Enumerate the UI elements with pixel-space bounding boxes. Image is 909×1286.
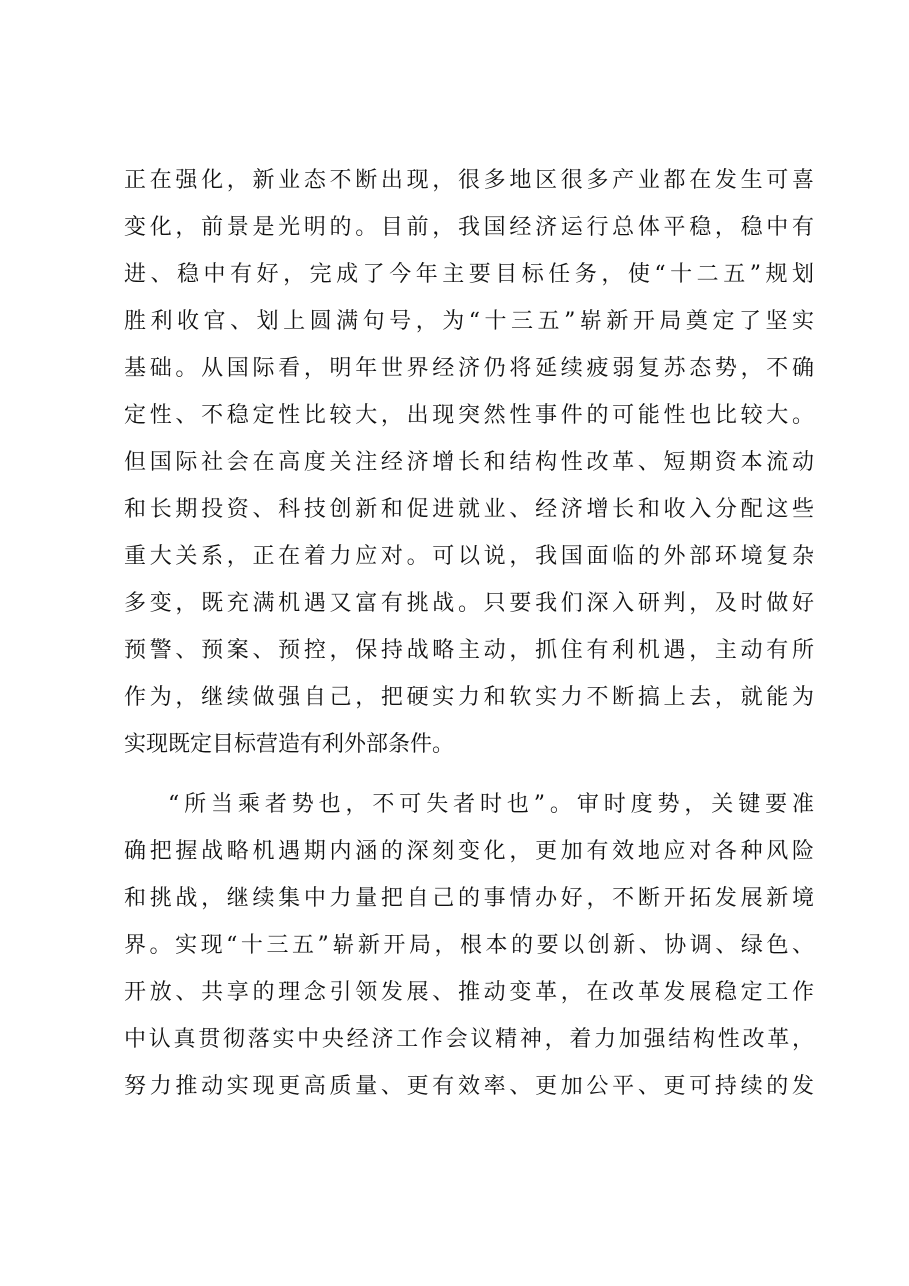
paragraph-1-line-8: 和长期投资、科技创新和促进就业、经济增长和收入分配这些 (124, 497, 814, 522)
paragraph-1-line-9: 重大关系，正在着力应对。可以说，我国面临的外部环境复杂 (124, 544, 814, 569)
paragraph-1-line-12: 作为，继续做强自己，把硬实力和软实力不断搞上去，就能为 (124, 685, 814, 710)
paragraph-1-line-2: 变化，前景是光明的。目前，我国经济运行总体平稳，稳中有 (124, 215, 814, 240)
paragraph-2-line-3: 和挑战，继续集中力量把自己的事情办好，不断开拓发展新境 (124, 886, 814, 911)
paragraph-1-line-13: 实现既定目标营造有利外部条件。 (124, 732, 455, 757)
paragraph-2-line-6: 中认真贯彻落实中央经济工作会议精神，着力加强结构性改革， (124, 1027, 814, 1052)
paragraph-1-line-7: 但国际社会在高度关注经济增长和结构性改革、短期资本流动 (124, 450, 814, 475)
paragraph-2-line-5: 开放、共享的理念引领发展、推动变革，在改革发展稳定工作 (124, 980, 814, 1005)
paragraph-1-line-6: 定性、不稳定性比较大，出现突然性事件的可能性也比较大。 (124, 403, 814, 428)
paragraph-1-line-11: 预警、预案、预控，保持战略主动，抓住有利机遇，主动有所 (124, 638, 814, 663)
paragraph-1-line-1: 正在强化，新业态不断出现，很多地区很多产业都在发生可喜 (124, 168, 814, 193)
paragraph-1-line-10: 多变，既充满机遇又富有挑战。只要我们深入研判，及时做好 (124, 591, 814, 616)
paragraph-2-line-7: 努力推动实现更高质量、更有效率、更加公平、更可持续的发 (124, 1074, 814, 1099)
paragraph-1-line-5: 基础。从国际看，明年世界经济仍将延续疲弱复苏态势，不确 (124, 356, 814, 381)
paragraph-1-line-3: 进、稳中有好，完成了今年主要目标任务，使“十二五”规划 (124, 262, 814, 287)
paragraph-2-line-4: 界。实现“十三五”崭新开局，根本的要以创新、协调、绿色、 (124, 933, 814, 958)
paragraph-2-line-1: “所当乘者势也，不可失者时也”。审时度势，关键要准 (168, 792, 814, 817)
paragraph-2-line-2: 确把握战略机遇期内涵的深刻变化，更加有效地应对各种风险 (124, 839, 814, 864)
paragraph-1-line-4: 胜利收官、划上圆满句号，为“十三五”崭新开局奠定了坚实 (124, 309, 814, 334)
